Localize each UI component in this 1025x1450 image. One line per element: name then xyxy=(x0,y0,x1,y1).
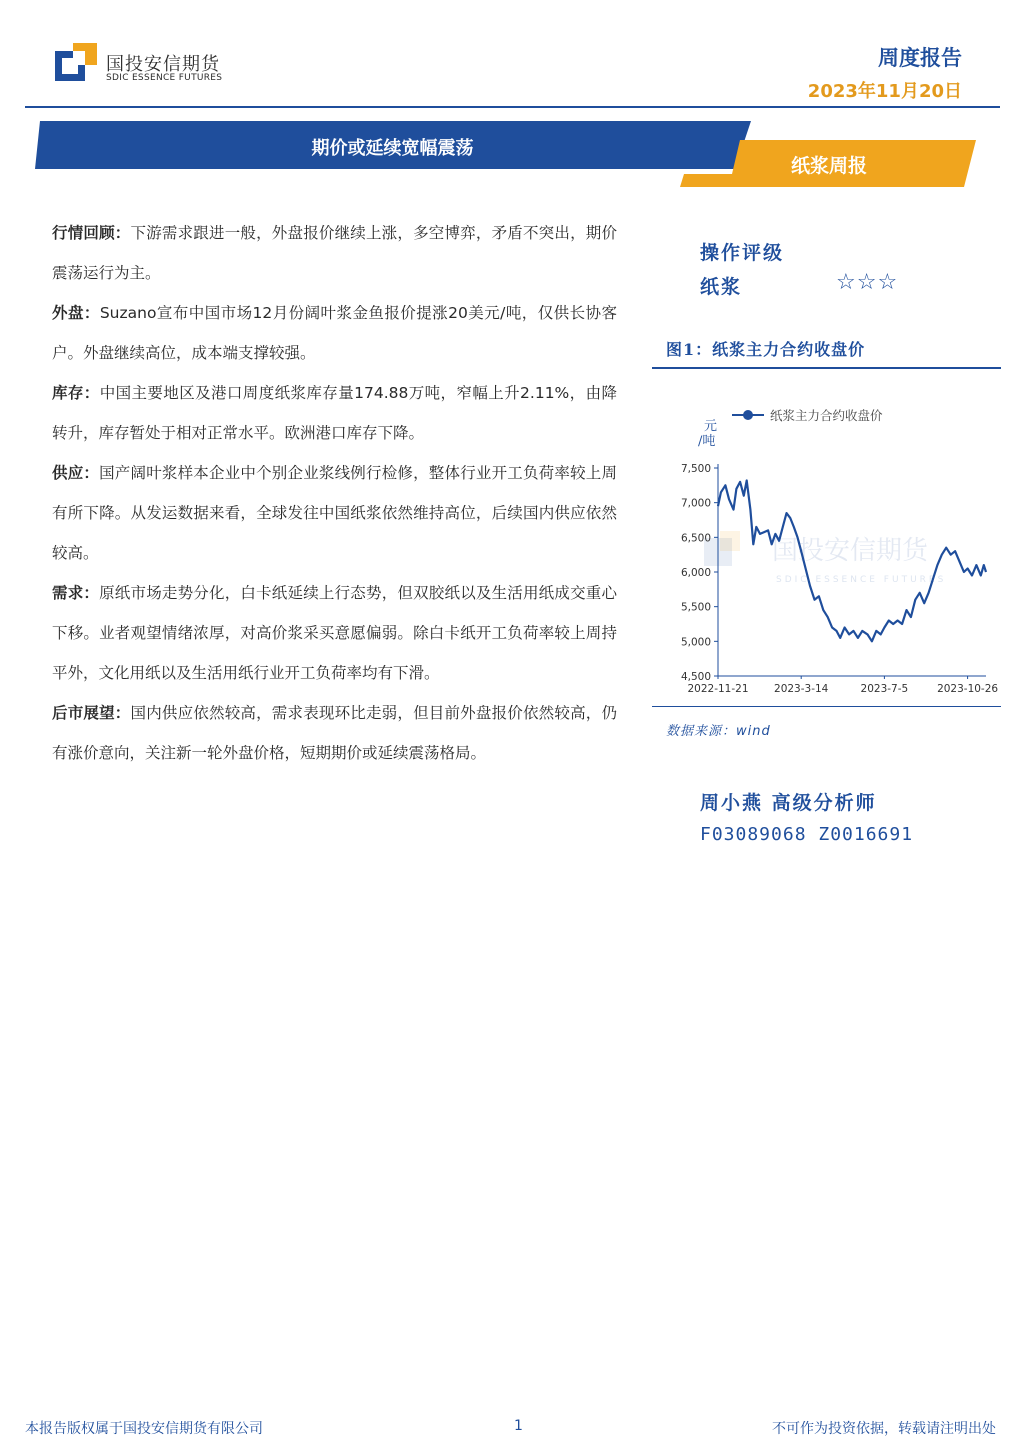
report-headline: 期价或延续宽幅震荡 xyxy=(311,138,474,159)
section-demand xyxy=(52,573,617,693)
data-source: 数据来源：wind xyxy=(666,724,771,739)
page-number: 1 xyxy=(514,1418,523,1434)
x-tick-label: 2023-3-14 xyxy=(774,683,829,695)
chart-watermark xyxy=(704,531,946,585)
header-divider xyxy=(25,106,1000,108)
x-tick-label: 2022-11-21 xyxy=(687,683,749,695)
company-logo-icon xyxy=(55,43,97,83)
report-tag: 纸浆周报 xyxy=(790,155,867,177)
figure-title: 图1：纸浆主力合约收盘价 xyxy=(666,340,866,359)
y-axis-label-per: /吨 xyxy=(698,434,716,449)
section-outlook xyxy=(52,693,617,773)
footer-disclaimer: 不可作为投资依据，转载请注明出处 xyxy=(772,1421,996,1437)
company-name-cn: 国投安信期货 xyxy=(106,54,220,75)
analyst-name: 周小燕 高级分析师 xyxy=(700,792,877,814)
rating-stars-icon: ☆☆☆ xyxy=(836,270,899,295)
section-text: 国内供应依然较高，需求表现环比走弱，但目前外盘报价依然较高，仍有涨价意向，关注新一轮外盘价格，短期期价或延续震荡格局。 xyxy=(52,704,617,762)
chart-legend xyxy=(732,408,883,423)
price-chart xyxy=(652,395,1001,703)
section-text: 原纸市场走势分化，白卡纸延续上行态势，但双胶纸以及生活用纸成交重心下移。业者观望情绪浓厚，对高价浆采买意愿偏弱。除白卡纸开工负荷率较上周持平外，文化用纸以及生活用纸行业开工负荷率均有下滑。 xyxy=(52,584,617,682)
section-external xyxy=(52,293,617,373)
y-tick-label: 6,500 xyxy=(680,532,711,545)
company-name-en: SDIC ESSENCE FUTURES xyxy=(106,73,223,83)
x-tick-label: 2023-10-26 xyxy=(937,683,999,695)
section-text: 国产阔叶浆样本企业中个别企业浆线例行检修，整体行业开工负荷率较上周有所下降。从发运数据来看，全球发往中国纸浆依然维持高位，后续国内供应依然较高。 xyxy=(52,464,617,562)
rating-product: 纸浆 xyxy=(700,276,743,298)
analyst-license-ids: F03089068 Z0016691 xyxy=(700,824,914,845)
section-text: 中国主要地区及港口周度纸浆库存量174.88万吨，窄幅上升2.11%，由降转升，库存暂处于相对正常水平。欧洲港口库存下降。 xyxy=(52,384,617,442)
report-date: 2023年11月20日 xyxy=(807,81,962,102)
legend-label: 纸浆主力合约收盘价 xyxy=(770,408,883,423)
report-body xyxy=(52,213,617,773)
chart-divider xyxy=(652,706,1001,707)
y-tick-label: 7,000 xyxy=(680,497,711,510)
watermark-en: SDIC ESSENCE FUTURES xyxy=(776,575,947,585)
x-tick-label: 2023-7-5 xyxy=(860,683,909,695)
footer-copyright: 本报告版权属于国投安信期货有限公司 xyxy=(25,1421,263,1437)
figure-divider xyxy=(652,367,1001,369)
report-type: 周度报告 xyxy=(878,46,962,70)
y-tick-label: 5,500 xyxy=(680,601,711,614)
section-review xyxy=(52,213,617,293)
y-axis-label-unit: 元 xyxy=(704,419,718,434)
watermark-cn: 国投安信期货 xyxy=(772,536,929,566)
section-label: 行情回顾： xyxy=(52,224,131,242)
section-label: 需求： xyxy=(52,584,100,602)
section-label: 外盘： xyxy=(52,304,100,322)
section-text: Suzano宣布中国市场12月份阔叶浆金鱼报价提涨20美元/吨，仅供长协客户。外盘继续高位，成本端支撑较强。 xyxy=(52,304,617,362)
section-label: 库存： xyxy=(52,384,100,402)
section-label: 后市展望： xyxy=(52,704,131,722)
section-text: 下游需求跟进一般，外盘报价继续上涨，多空博弈，矛盾不突出，期价震荡运行为主。 xyxy=(52,224,617,282)
rating-title: 操作评级 xyxy=(700,242,785,264)
y-tick-label: 5,000 xyxy=(680,636,711,649)
section-supply xyxy=(52,453,617,573)
y-tick-label: 6,000 xyxy=(680,567,711,579)
section-label: 供应： xyxy=(52,464,100,482)
y-tick-label: 7,500 xyxy=(680,463,711,475)
y-tick-label: 4,500 xyxy=(680,671,711,683)
legend-marker xyxy=(743,410,753,420)
section-inventory xyxy=(52,373,617,453)
